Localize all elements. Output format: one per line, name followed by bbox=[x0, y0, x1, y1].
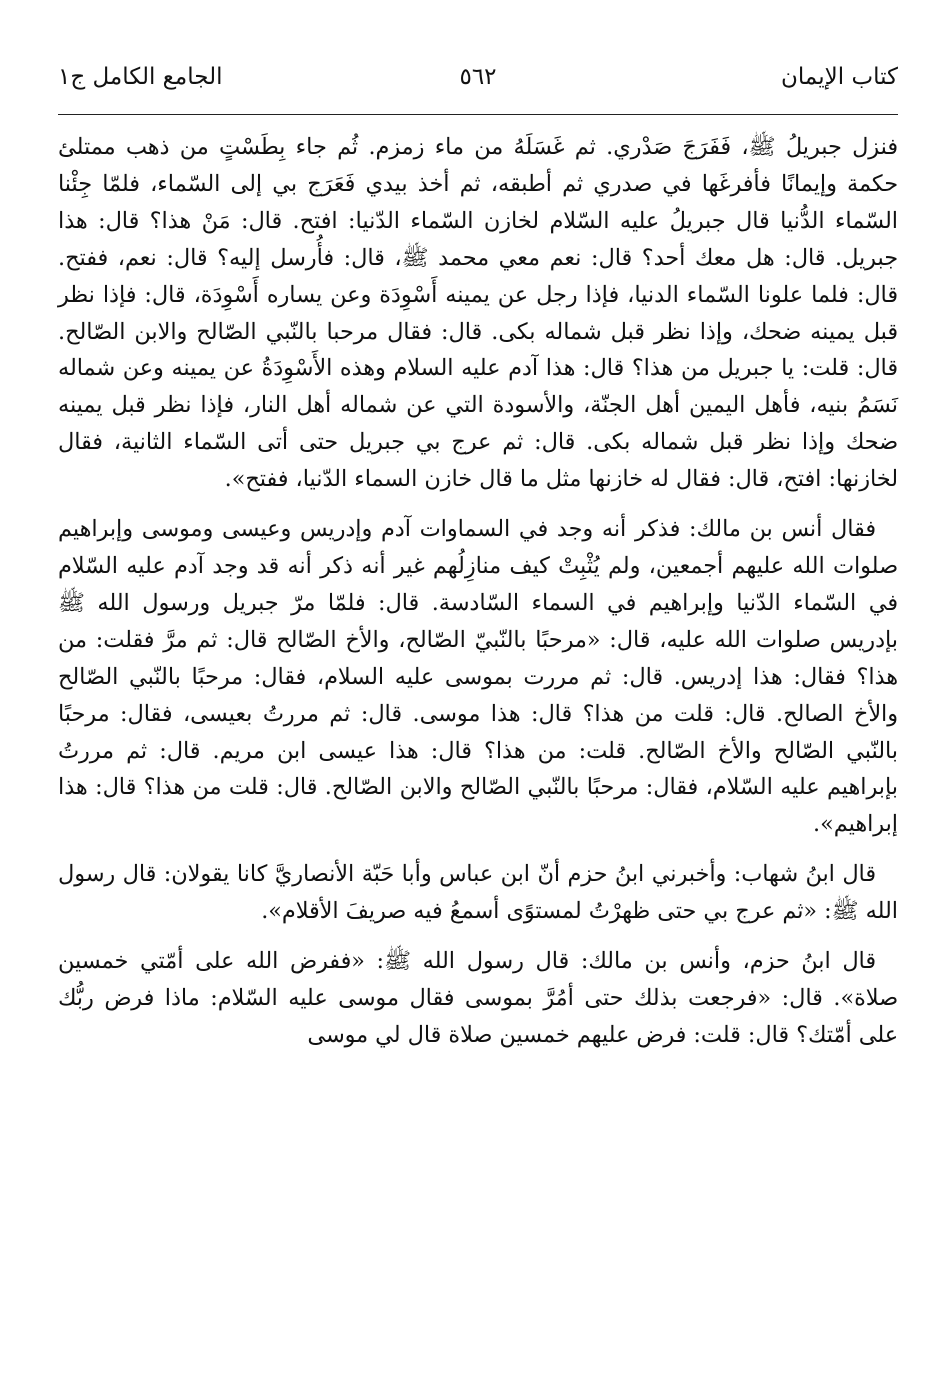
page-number: ٥٦٢ bbox=[459, 64, 497, 90]
page-body bbox=[58, 129, 898, 1054]
running-head-book-title: كتاب الإيمان bbox=[781, 64, 898, 90]
paragraph: قال ابنُ حزم، وأنس بن مالك: قال رسول الله ﷺ: «ففرض الله على أمّتي خمسين صلاة». قال: «فرجعت بذلك حتى أمُرَّ بموسى فقال موسى عليه السّلام: ماذا فرض ربُّك على أمّتك؟ قال: قلت: فرض عليهم خمسين صلاة قال لي موسى bbox=[58, 948, 898, 1048]
page-header bbox=[58, 52, 898, 115]
paragraph: فنزل جبريلُ ﷺ، فَفَرَجَ صَدْري. ثم غَسَلَهُ من ماء زمزم. ثُم جاء بِطَسْتٍ من ذهب ممتلئ حكمة وإيمانًا فأفرغَها في صدري ثم أطبقه، ثم أخذ بيدي فَعَرَج بي إلى السّماء، فلمّا جِئْنا السّماء الدُّنيا قال جبريلُ عليه السّلام لخازن السّماء الدّنيا: افتح. قال: مَنْ هذا؟ قال: هذا جبريل. قال: هل معك أحد؟ قال: نعم معي محمد ﷺ، قال: فأُرسل إليه؟ قال: نعم، ففتح. قال: فلما علونا السّماء الدنيا، فإذا رجل عن يمينه أَسْوِدَة وعن يساره أَسْوِدَة، قال: فإذا نظر قبل يمينه ضحك، وإذا نظر قبل شماله بكى. قال: فقال مرحبا بالنّبي الصّالح والابن الصّالح. قال: قلت: يا جبريل من هذا؟ قال: هذا آدم عليه السلام وهذه الأَسْوِدَةُ عن يمينه وعن شماله نَسَمُ بنيه، فأهل اليمين أهل الجنّة، والأسودة التي عن شماله أهل النار، فإذا نظر قبل يمينه ضحك وإذا نظر قبل شماله بكى. قال: ثم عرج بي جبريل حتى أتى السّماء الثانية، فقال لخازنها: افتح، قال: فقال له خازنها مثل ما قال خازن السماء الدّنيا، ففتح». bbox=[58, 134, 898, 493]
paragraph: فقال أنس بن مالك: فذكر أنه وجد في السماوات آدم وإدريس وعيسى وموسى وإبراهيم صلوات الله عليهم أجمعين، ولم يُثْبِتْ كيف منازِلُهم غير أنه ذكر أنه قد وجد آدم عليه السّلام في السّماء الدّنيا وإبراهيم في السماء السّادسة. قال: فلمّا مرّ جبريل ورسول الله ﷺ بإدريس صلوات الله عليه، قال: «مرحبًا بالنّبيّ الصّالح، والأخ الصّالح قال: ثم مرَّ فقلت: من هذا؟ فقال: هذا إدريس. قال: ثم مررت بموسى عليه السلام، فقال: مرحبًا بالنّبي الصّالح والأخ الصالح. قال: قلت من هذا؟ قال: هذا موسى. قال: ثم مررتُ بعيسى، فقال: مرحبًا بالنّبي الصّالح والأخ الصّالح. قلت: من هذا؟ قال: هذا عيسى ابن مريم. قال: ثم مررتُ بإبراهيم عليه السّلام، فقال: مرحبًا بالنّبي الصّالح والابن الصّالح. قال: قلت من هذا؟ قال: هذا إبراهيم». bbox=[58, 516, 898, 838]
paragraph: قال ابنُ شهاب: وأخبرني ابنُ حزم أنّ ابن عباس وأبا حَبّة الأنصاريَّ كانا يقولان: قال رسول الله ﷺ: «ثم عرج بي حتى ظهرْتُ لمستوًى أسمعُ فيه صريفَ الأقلام». bbox=[58, 861, 898, 925]
running-head-volume-title: الجامع الكامل ج١ bbox=[58, 64, 223, 90]
book-page bbox=[58, 52, 898, 1352]
